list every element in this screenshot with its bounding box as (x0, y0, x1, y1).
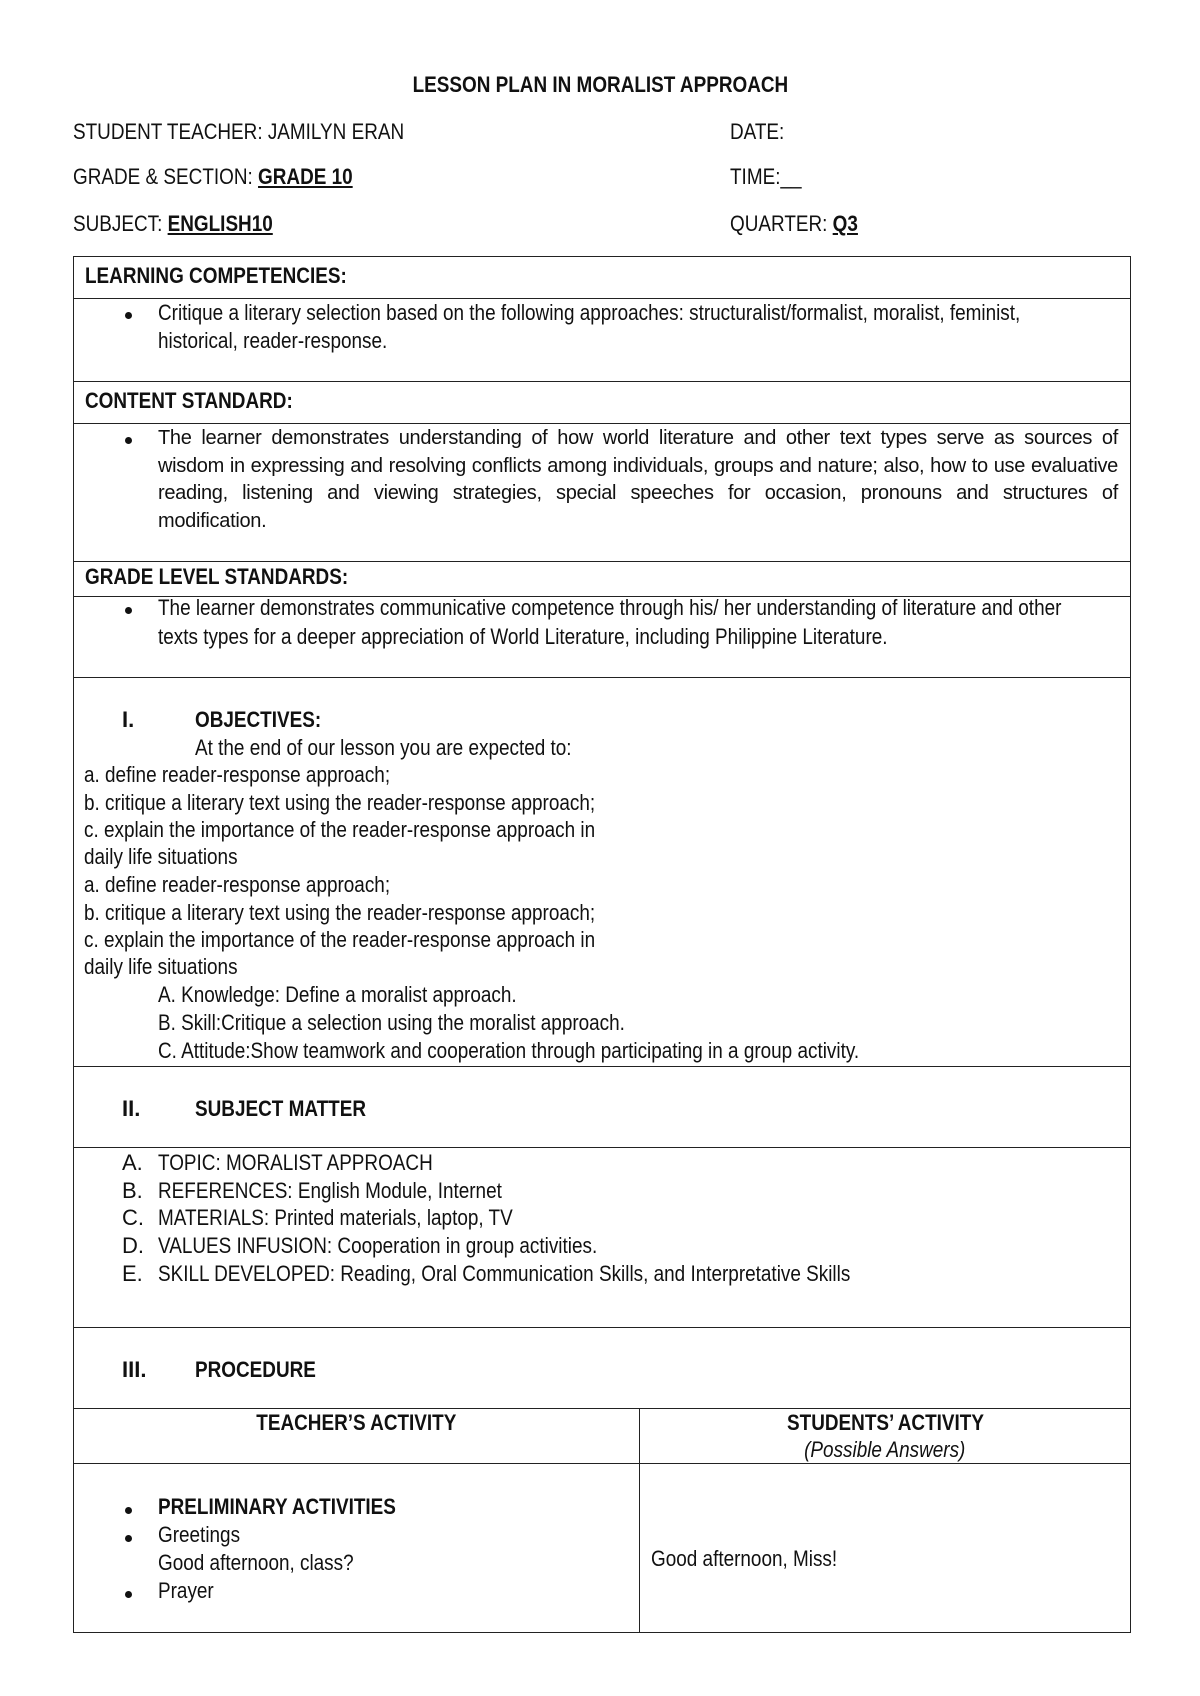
subject-matter-item: MATERIALS: Printed materials, laptop, TV (158, 1205, 513, 1230)
preliminary-activities: PRELIMINARY ACTIVITIES (158, 1494, 396, 1519)
grade-level-standards-body: The learner demonstrates communicative competence through his/ her understanding of literature and other texts types for a deeper appreciation of World Literature, including Philippine Literature. (73, 596, 1131, 677)
student-teacher-line: STUDENT TEACHER: JAMILYN ERAN (73, 119, 405, 144)
teacher-activity-header: TEACHER’S ACTIVITY (256, 1410, 457, 1435)
bullet-icon (125, 1591, 132, 1598)
bullet-icon (125, 437, 132, 444)
learning-competencies-header: LEARNING COMPETENCIES: (73, 256, 1131, 298)
greetings-label: Greetings (158, 1522, 241, 1547)
time-line: TIME:__ (730, 164, 802, 189)
bullet-icon (125, 1535, 132, 1542)
objective-line: c. explain the importance of the reader-response approach in (84, 927, 596, 952)
objective-item: A. Knowledge: Define a moralist approach. (158, 982, 517, 1007)
grade-level-standards-header: GRADE LEVEL STANDARDS: (73, 561, 1131, 596)
procedure-header: III. PROCEDURE (73, 1327, 1131, 1408)
subject-matter-item: TOPIC: MORALIST APPROACH (158, 1150, 433, 1175)
grade-section-line: GRADE & SECTION: GRADE 10 (73, 164, 353, 189)
learning-competencies-body: Critique a literary selection based on the following approaches: structuralist/formalist, moralist, feminist, historical, reader-response. (73, 298, 1131, 381)
objective-item: B. Skill:Critique a selection using the moralist approach. (158, 1010, 625, 1035)
bullet-icon (125, 312, 132, 319)
objective-line: daily life situations (84, 844, 238, 869)
objectives-numeral: I. (122, 707, 135, 732)
prayer-label: Prayer (158, 1578, 214, 1603)
objectives-intro: At the end of our lesson you are expected to: (195, 735, 572, 760)
objective-line: a. define reader-response approach; (84, 872, 391, 897)
content-standard-text: The learner demonstrates understanding of how world literature and other text types serve as sources of wisdom in expressing and resolving conflicts among individuals, groups and nature; also, how to use evaluative reading, listening and viewing strategies, special speeches for occasion, pronouns and structures of modification. (158, 427, 1118, 532)
subject-matter-item: SKILL DEVELOPED: Reading, Oral Communication Skills, and Interpretative Skills (158, 1261, 851, 1286)
procedure-heading: PROCEDURE (195, 1357, 316, 1382)
content-standard-body (73, 423, 1131, 561)
objective-line: b. critique a literary text using the reader-response approach; (84, 790, 596, 815)
students-activity-header: STUDENTS’ ACTIVITY (786, 1410, 984, 1435)
bullet-icon (125, 1507, 132, 1514)
objective-line: daily life situations (84, 954, 238, 979)
possible-answers-subheader: (Possible Answers) (804, 1437, 966, 1462)
subject-matter-item: VALUES INFUSION: Cooperation in group activities. (158, 1233, 598, 1258)
subject-line: SUBJECT: ENGLISH10 (73, 211, 273, 236)
subject-matter-body: A. TOPIC: MORALIST APPROACH B. REFERENCES: English Module, Internet C. MATERIALS: Printed materials, laptop, TV D. VALUES INFUSION: Cooperation in group activities. E. SKILL DEVELOPED: Reading, Oral Communication Skills, and Interpretative Skills (73, 1147, 1131, 1327)
procedure-table-header (73, 1408, 1131, 1463)
objective-line: a. define reader-response approach; (84, 762, 391, 787)
student-greeting-reply: Good afternoon, Miss! (651, 1546, 838, 1571)
procedure-table-body (73, 1463, 1131, 1633)
objective-item: C. Attitude:Show teamwork and cooperation through participating in a group activity. (158, 1038, 860, 1063)
bullet-icon (125, 607, 132, 614)
subject-matter-header: II. SUBJECT MATTER (73, 1066, 1131, 1147)
teacher-greeting: Good afternoon, class? (158, 1550, 354, 1575)
objectives-section (73, 677, 1131, 1066)
quarter-line: QUARTER: Q3 (730, 211, 858, 236)
objectives-heading: OBJECTIVES: (195, 707, 322, 732)
content-standard-header: CONTENT STANDARD: (73, 381, 1131, 423)
objective-line: b. critique a literary text using the reader-response approach; (84, 900, 596, 925)
objective-line: c. explain the importance of the reader-response approach in (84, 817, 596, 842)
document-title: LESSON PLAN IN MORALIST APPROACH (412, 72, 788, 97)
subject-matter-heading: SUBJECT MATTER (195, 1096, 366, 1121)
date-line: DATE: (730, 119, 785, 144)
subject-matter-item: REFERENCES: English Module, Internet (158, 1178, 502, 1203)
